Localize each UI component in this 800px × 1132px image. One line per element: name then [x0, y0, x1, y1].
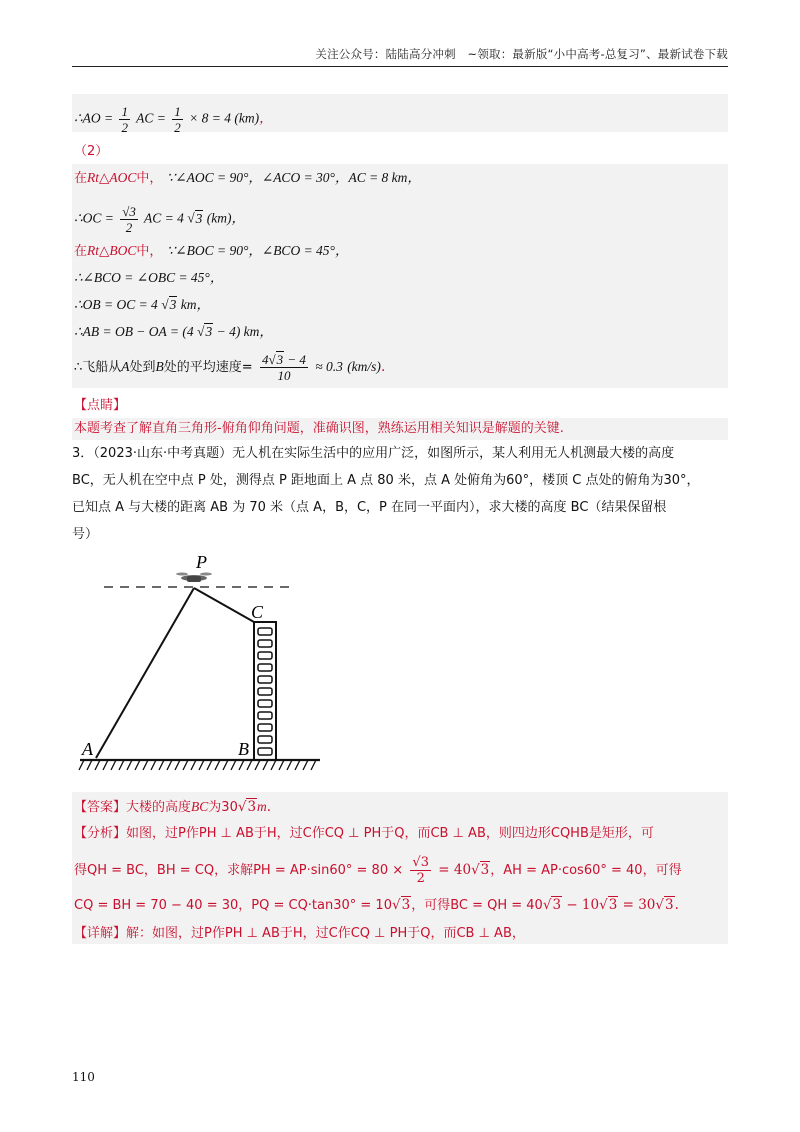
speed-equation: ∴飞船从A处到B处的平均速度= $\frac{4√3 - 4}{10}$ ≈ 0.3 (km/s). [74, 352, 386, 383]
drone-icon [176, 573, 212, 583]
half-fraction: $\frac{1}{2}$ [121, 104, 128, 135]
analysis-line-1: 【分析】如图，过P作PH ⊥ AB于H，过C作CQ ⊥ PH于Q，而CB ⊥ AB，则四边形CQHB是矩形，可 [74, 826, 654, 841]
comment-text: 本题考查了解直角三角形-俯角仰角问题，准确识图，熟练运用相关知识是解题的关键. [74, 421, 564, 436]
segment-pc [194, 588, 254, 622]
detail-line: 【详解】解：如图，过P作PH ⊥ AB于H，过C作CQ ⊥ PH于Q，而CB ⊥ AB， [74, 926, 525, 941]
ab-equation: ∴AB = OB − OA = (4 √3 − 4) km， [74, 324, 273, 339]
angle-equal-line: ∴∠BCO = ∠OBC = 45°， [74, 270, 224, 285]
label-a: A [82, 739, 93, 759]
analysis-line-3: CQ = BH = 70 − 40 = 30，PQ = CQ·tan30° = 10√3，可得BC = QH = 40√3 − 10√3 = 30√3. [74, 897, 679, 913]
header-rule [72, 66, 728, 67]
oc-equation: ∴OC = $\frac{√3}{2}$ AC = 4 √3 (km)， [74, 204, 246, 235]
page-number: 110 [72, 1070, 95, 1084]
page-header: 关注公众号：陆陆高分冲刺 ~领取：最新版“小中高考-总复习”、最新试卷下载 [315, 47, 728, 61]
comment-title: 【点睛】 [74, 398, 127, 413]
analysis-line-2: 得QH = BC，BH = CQ，求解PH = AP·sin60° = 80 × $\frac{√3}{2}$ = 40√3，AH = AP·cos60° = 40，可得 [74, 855, 682, 886]
ground-hatching [79, 760, 316, 770]
segment-pa [96, 588, 194, 758]
rt-aoc-line: 在Rt△AOC中， ∵∠AOC = 90°，∠ACO = 30°，AC = 8 km， [74, 170, 421, 186]
label-b: B [238, 739, 249, 759]
part2-label: （2） [74, 144, 109, 159]
label-p: P [196, 552, 207, 572]
building [254, 622, 276, 760]
half-fraction-2: $\frac{1}{2}$ [174, 104, 181, 135]
ao-equation: ∴AO = $\frac{1}{2}$ AC = $\frac{1}{2}$ × 8 = 4 (km)， [74, 104, 273, 135]
ob-equation: ∴OB = OC = 4 √3 km， [74, 297, 210, 312]
answer-line: 【答案】大楼的高度BC为30√3m. [74, 799, 272, 815]
label-c: C [251, 602, 264, 622]
drone-building-figure [72, 550, 332, 780]
rt-boc-line: 在Rt△BOC中， ∵∠BOC = 90°，∠BCO = 45°， [74, 243, 349, 259]
problem-3: 3．（2023·山东·中考真题）无人机在实际生活中的应用广泛，如图所示，某人利用无人机测最大楼的高度 BC，无人机在空中点 P 处，测得点 P 距地面上 A 点 80 米，点 A 处俯角为60°，楼顶 C 点处的俯角为30°， 已知点 A 与大楼的距离 AB 为 70 米（点 A，B，C，P 在同一平面内），求大楼的高度 BC（结果保留根 号） [72, 446, 700, 542]
